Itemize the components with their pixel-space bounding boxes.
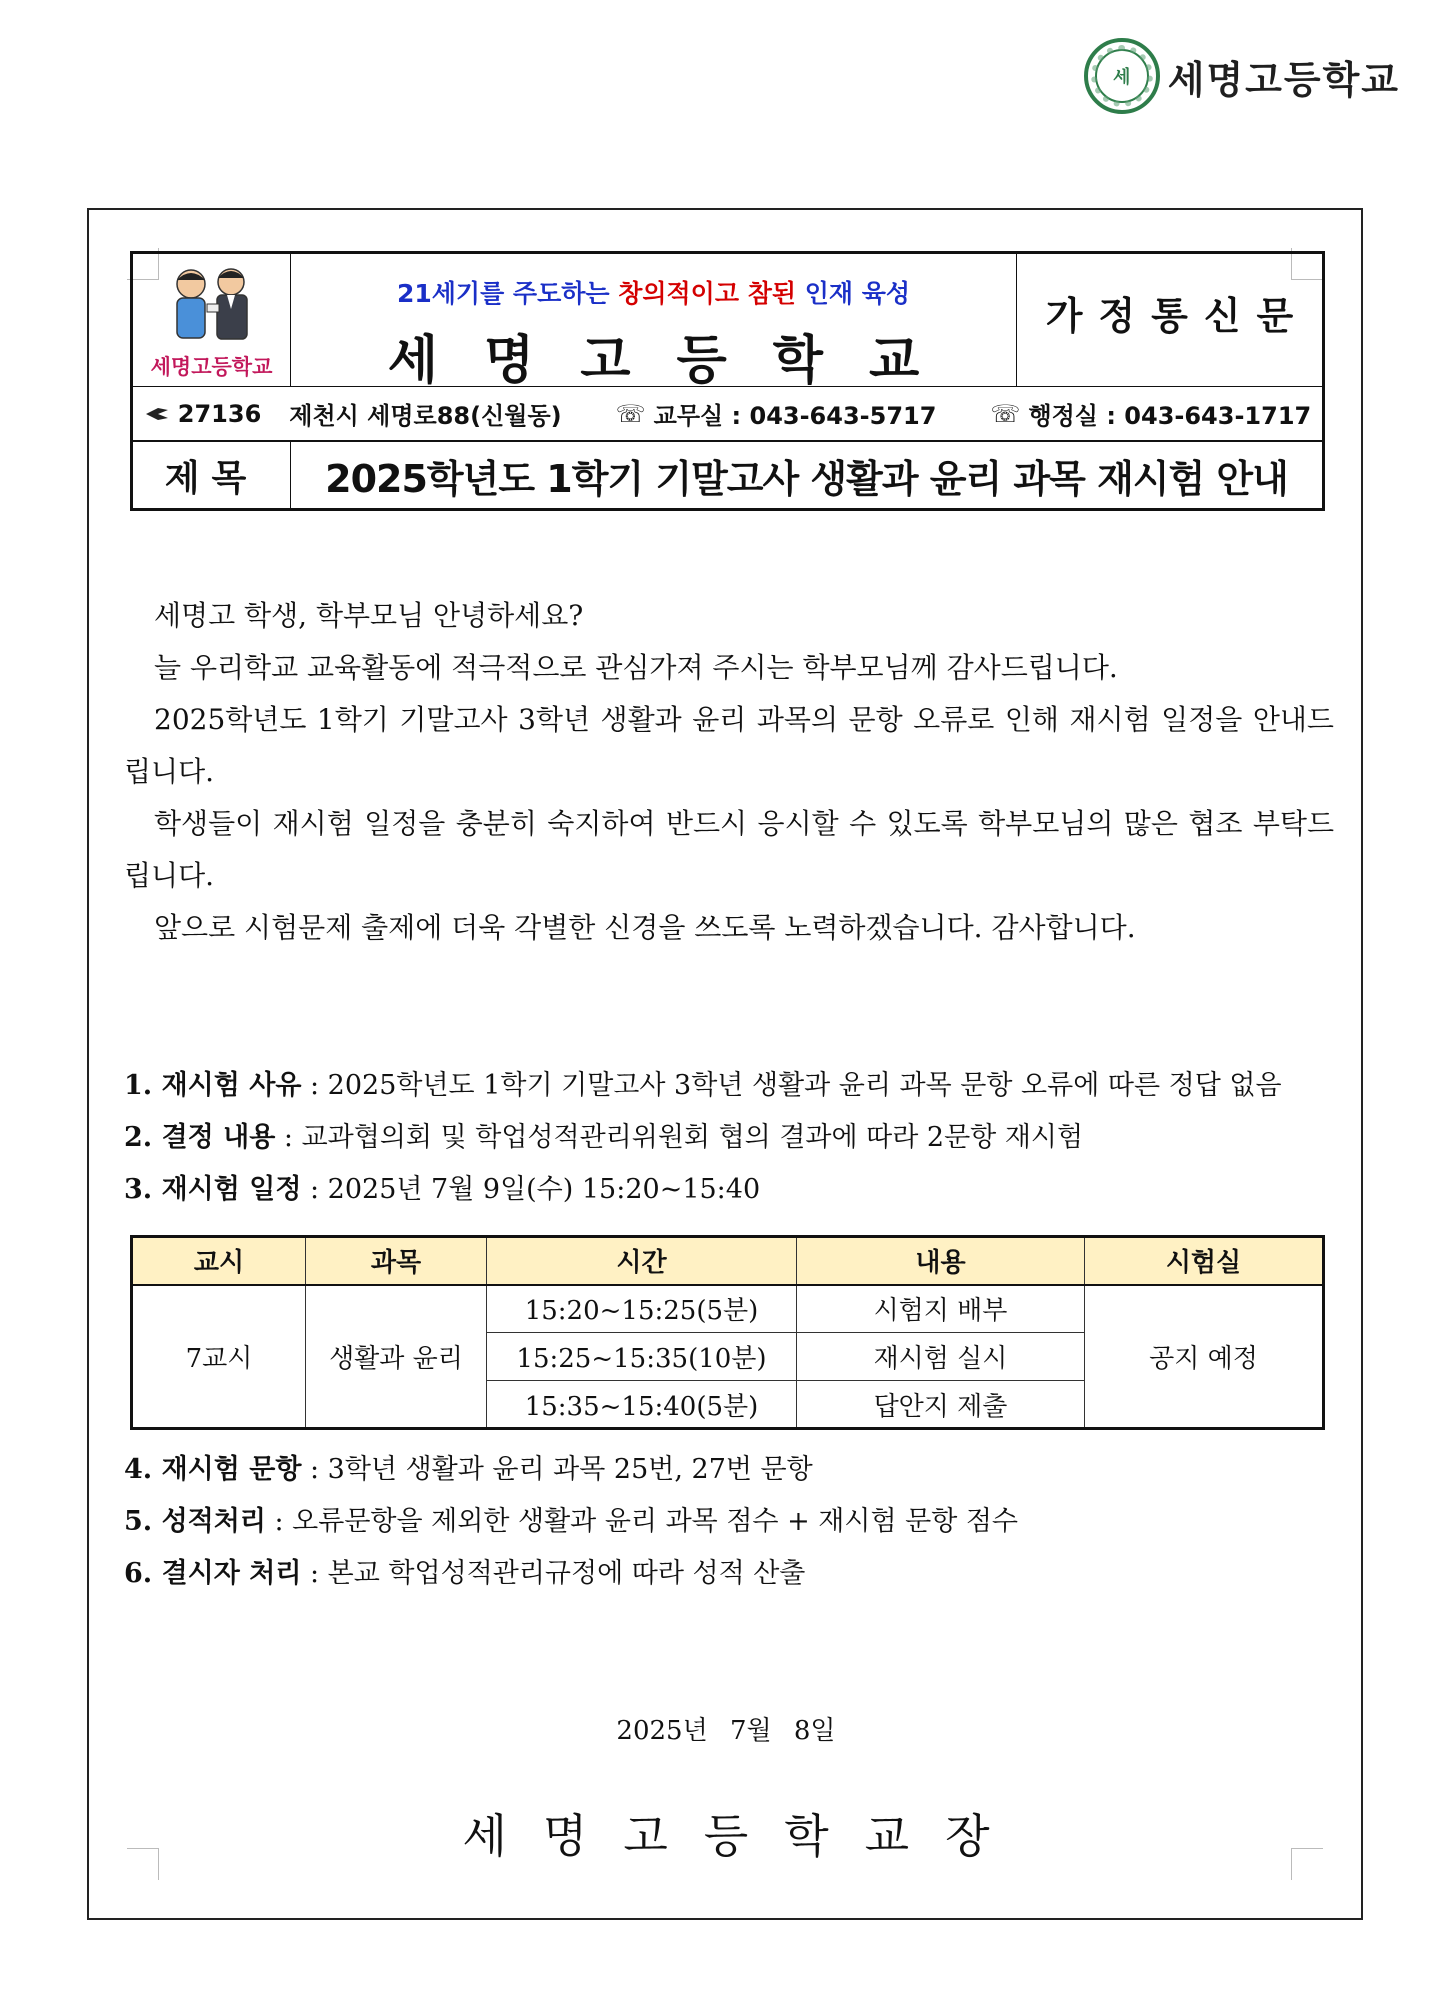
item-value: : 오류문항을 제외한 생활과 윤리 과목 점수 + 재시험 문항 점수 — [265, 1506, 1019, 1537]
period-cell: 7교시 — [132, 1285, 306, 1429]
phone-icon: ☏ — [615, 399, 646, 428]
time-cell: 15:35~15:40(5분) — [487, 1381, 797, 1429]
item-label: 1. 재시험 사유 — [124, 1070, 302, 1101]
table-header: 교시 — [132, 1237, 306, 1285]
subject-label: 제목 — [133, 442, 291, 508]
item-label: 2. 결정 내용 — [124, 1122, 276, 1153]
schedule-table — [130, 1235, 1325, 1430]
list-item — [124, 1496, 1344, 1548]
notice-paragraph: 2025학년도 1학기 기말고사 3학년 생활과 윤리 과목의 문항 오류로 인해 재시험 일정을 안내드립니다. — [124, 703, 1334, 788]
phone-icon: ☏ — [990, 399, 1021, 428]
school-name-title: 세명고등학교 — [387, 331, 966, 391]
item-label: 4. 재시험 문항 — [124, 1454, 302, 1485]
subject-row — [133, 442, 1322, 508]
item-value: : 3학년 생활과 윤리 과목 25번, 27번 문항 — [301, 1454, 813, 1485]
request-paragraph: 학생들이 재시험 일정을 충분히 숙지하여 반드시 응시할 수 있도록 학부모님의 많은 협조 부탁드립니다. — [124, 807, 1334, 892]
slogan-part-1: 21세기를 주도하는 — [396, 279, 619, 308]
content-cell: 시험지 배부 — [797, 1285, 1085, 1333]
school-logo — [1084, 38, 1400, 114]
item-label: 3. 재시험 일정 — [124, 1174, 302, 1205]
table-header: 시간 — [487, 1237, 797, 1285]
issue-date: 2025년 7월 8일 — [616, 1716, 836, 1746]
table-header-row — [132, 1237, 1324, 1285]
letter-header — [130, 251, 1325, 511]
title-cell — [291, 254, 1017, 391]
slogan-highlight: 창의적이고 참된 — [618, 279, 796, 308]
school-seal-icon — [1084, 38, 1160, 114]
item-label: 5. 성적처리 — [124, 1506, 266, 1537]
logo-school-name: 세명고등학교 — [1167, 57, 1400, 102]
list-item — [124, 1060, 1344, 1112]
item-value: : 2025년 7월 9일(수) 15:20~15:40 — [301, 1174, 761, 1205]
office-phone-2: 행정실 : 043-643-1717 — [1028, 402, 1312, 430]
detail-list-bottom — [124, 1444, 1344, 1600]
content-cell: 답안지 제출 — [797, 1381, 1085, 1429]
newsletter-label: 가정통신문 — [1045, 294, 1310, 338]
subject-title: 2025학년도 1학기 기말고사 생활과 윤리 과목 재시험 안내 — [325, 456, 1288, 501]
table-row — [132, 1285, 1324, 1333]
table-header: 과목 — [306, 1237, 487, 1285]
mascot-illustration-icon — [161, 264, 261, 346]
time-cell: 15:20~15:25(5분) — [487, 1285, 797, 1333]
item-value: : 2025학년도 1학기 기말고사 3학년 생활과 윤리 과목 문항 오류에 따른 정답 없음 — [301, 1070, 1282, 1101]
table-header: 시험실 — [1085, 1237, 1324, 1285]
seal-text: 세 — [1095, 49, 1149, 103]
detail-list-top — [124, 1060, 1344, 1216]
room-cell: 공지 예정 — [1085, 1285, 1324, 1429]
table-header: 내용 — [797, 1237, 1085, 1285]
school-slogan — [291, 274, 1016, 310]
mascot-cell — [133, 254, 291, 387]
item-value: : 본교 학업성적관리규정에 따라 성적 산출 — [301, 1558, 806, 1589]
content-cell: 재시험 실시 — [797, 1333, 1085, 1381]
postal-icon — [144, 406, 170, 422]
mascot-label: 세명고등학교 — [150, 355, 273, 379]
principal-signature: 세명고등학교장 — [462, 1809, 1026, 1863]
address: 제천시 세명로88(신월동) — [289, 402, 562, 430]
closing-paragraph: 앞으로 시험문제 출제에 더욱 각별한 신경을 쓰도록 노력하겠습니다. 감사합니다. — [154, 911, 1136, 944]
list-item — [124, 1548, 1344, 1600]
thanks-paragraph: 늘 우리학교 교육활동에 적극적으로 관심가져 주시는 학부모님께 감사드립니다. — [154, 651, 1118, 684]
item-value: : 교과협의회 및 학업성적관리위원회 협의 결과에 따라 2문항 재시험 — [275, 1122, 1084, 1153]
time-cell: 15:25~15:35(10분) — [487, 1333, 797, 1381]
greeting-paragraph: 세명고 학생, 학부모님 안녕하세요? — [154, 599, 584, 632]
letter-body — [124, 590, 1334, 954]
list-item — [124, 1164, 1344, 1216]
item-label: 6. 결시자 처리 — [124, 1558, 302, 1589]
contact-row — [133, 387, 1322, 442]
list-item — [124, 1444, 1344, 1496]
office-phone-1: 교무실 : 043-643-5717 — [653, 402, 937, 430]
list-item — [124, 1112, 1344, 1164]
slogan-part-3: 인재 육성 — [796, 279, 911, 308]
newsletter-cell — [1017, 254, 1322, 387]
postal-code: 27136 — [177, 399, 262, 428]
subject-cell: 생활과 윤리 — [306, 1285, 487, 1429]
